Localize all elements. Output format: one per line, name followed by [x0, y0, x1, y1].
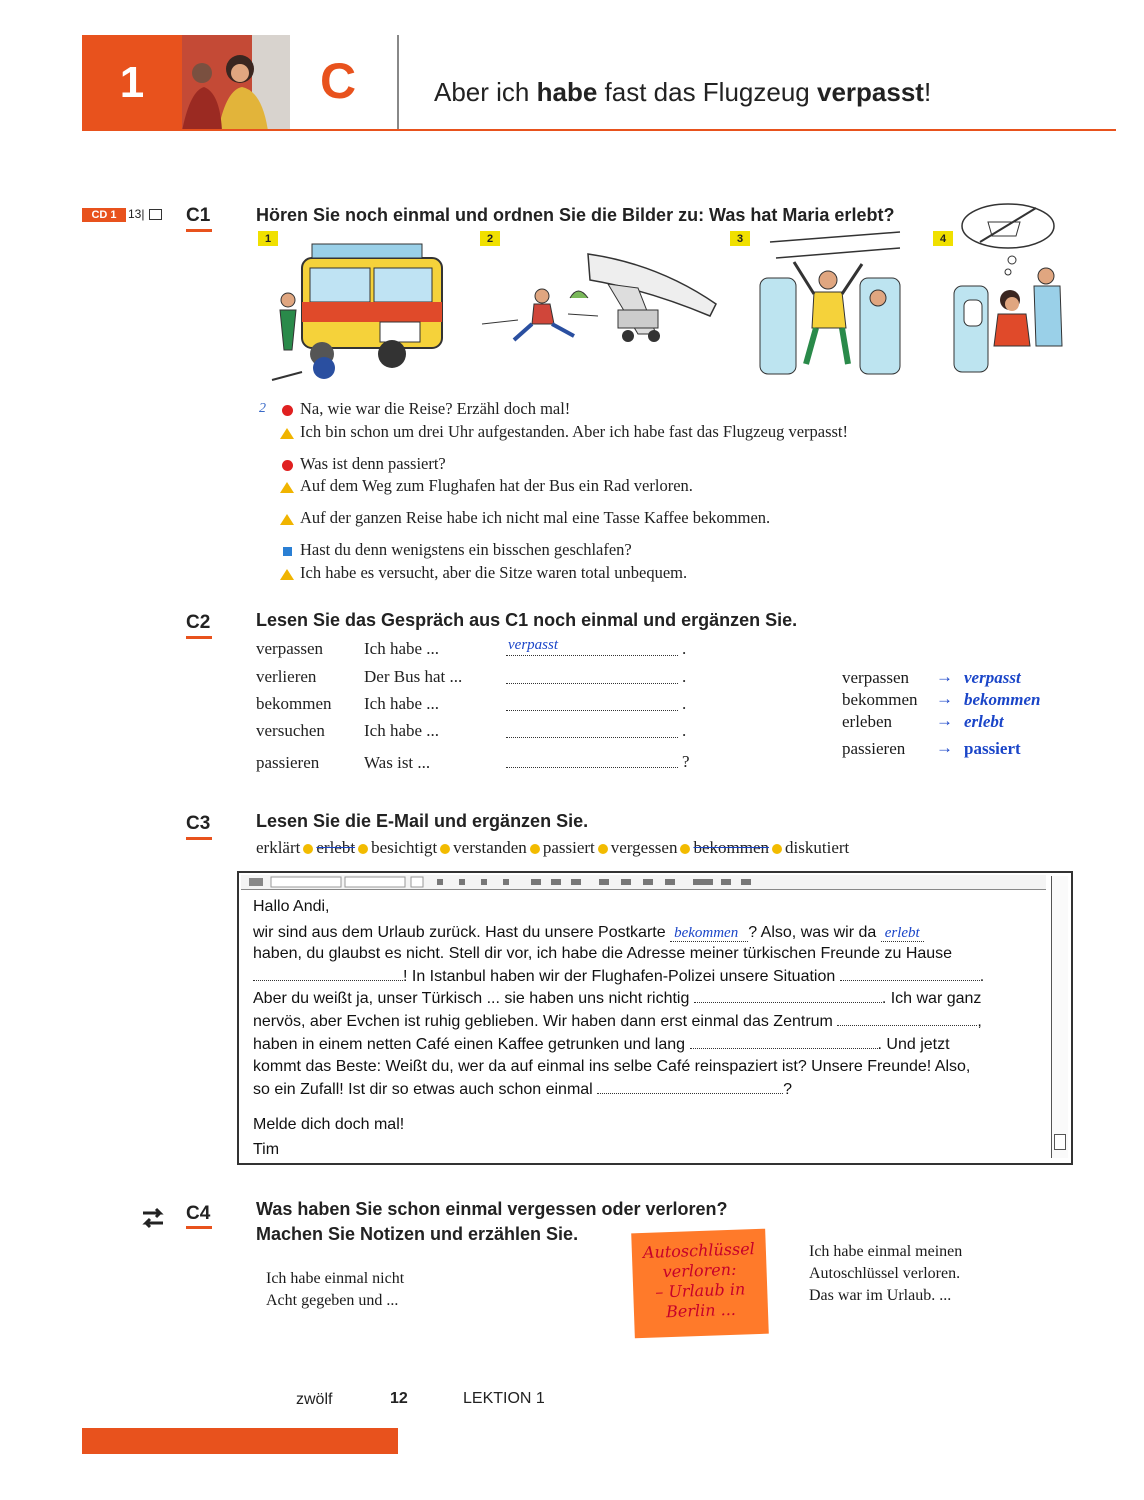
footer-page-number: 12	[390, 1390, 408, 1407]
speaker-b-marker	[280, 514, 294, 525]
coffee-thought-illustration	[950, 196, 1070, 386]
email-blank-4[interactable]	[840, 980, 980, 981]
picture-number-4: 4	[933, 231, 953, 246]
picture-number-3: 3	[730, 231, 750, 246]
note-left-1: verpassen	[842, 668, 910, 687]
dialog-line-7: Ich habe es versucht, aber die Sitze waren total unbequem.	[300, 563, 688, 582]
email-greeting: Hallo Andi,	[253, 898, 330, 915]
dialog-line-5: Auf der ganzen Reise habe ich nicht mal eine Tasse Kaffee bekommen.	[300, 508, 771, 527]
dialog-line-4: Auf dem Weg zum Flughafen hat der Bus ein Rad verloren.	[300, 476, 693, 495]
email-line-6: haben in einem netten Café einen Kaffee getrunken und lang . Und jetzt	[253, 1036, 950, 1053]
speaker-b-marker	[280, 569, 294, 580]
note-right-2: bekommen	[964, 690, 1041, 709]
task-c4-line-1: Was haben Sie schon einmal vergessen oder verloren?	[256, 1199, 728, 1219]
word-bank-dot	[598, 844, 608, 854]
email-line-1: wir sind aus dem Urlaub zurück. Hast du unsere Postkarte bekommen ? Also, was wir da erlebt	[253, 924, 924, 942]
c2-verb-4: versuchen	[256, 721, 325, 740]
speaker-a-marker	[282, 405, 293, 416]
email-scrollbar[interactable]	[1051, 876, 1068, 1158]
word-bank-dot	[358, 844, 368, 854]
note-arrow-1: →	[936, 667, 953, 686]
picture-number-2: 2	[480, 231, 500, 246]
footer-lesson: LEKTION 1	[463, 1390, 545, 1407]
header-photo-illustration	[182, 35, 290, 131]
word-bank-item: passiert	[542, 838, 595, 857]
email-toolbar	[241, 875, 1046, 890]
speech-line: Das war im Urlaub. ...	[809, 1287, 952, 1304]
email-line-3: ! In Istanbul haben wir der Flughafen-Polizei unsere Situation .	[253, 968, 984, 986]
c2-verb-5: passieren	[256, 753, 320, 772]
note-right-3: erlebt	[964, 712, 1004, 731]
dialog-line-6: Hast du denn wenigstens ein bisschen geschlafen?	[300, 540, 632, 559]
speech-line: Ich habe einmal meinen	[809, 1243, 963, 1260]
email-fill-1[interactable]: bekommen	[670, 925, 748, 942]
word-bank-item: erlebt	[316, 838, 356, 857]
email-line-4: Aber du weißt ja, unser Türkisch ... sie haben uns nicht richtig . Ich war ganz	[253, 990, 982, 1007]
email-line-8: so ein Zufall! Ist dir so etwas auch schon einmal ?	[253, 1081, 793, 1098]
word-bank-item: verstanden	[453, 838, 527, 857]
word-bank-dot	[440, 844, 450, 854]
speaker-a-marker	[282, 460, 293, 471]
section-label-c3: C3	[186, 813, 211, 834]
note-right-1: verpasst	[964, 668, 1021, 687]
section-label-c1: C1	[186, 205, 211, 226]
email-blank-6[interactable]	[837, 1025, 977, 1026]
email-blank-5[interactable]	[694, 1002, 882, 1003]
c2-blank-5[interactable]	[506, 767, 678, 768]
picture-number-1: 1	[258, 231, 278, 246]
word-bank-dot	[680, 844, 690, 854]
section-underline-c3	[186, 837, 212, 840]
c2-end-5: ?	[682, 752, 690, 771]
task-c1: Hören Sie noch einmal und ordnen Sie die Bilder zu: Was hat Maria erlebt?	[256, 205, 895, 225]
speech-bubble-left	[266, 1268, 404, 1312]
note-arrow-3: →	[936, 711, 953, 730]
word-bank-item: bekommen	[693, 838, 770, 857]
header-divider	[397, 35, 399, 131]
cd-track: 13|	[128, 207, 145, 221]
footer-bar	[82, 1428, 398, 1454]
word-bank-item: vergessen	[610, 838, 678, 857]
lesson-number: 1	[119, 58, 145, 107]
c2-answer-1[interactable]: verpasst	[508, 637, 558, 653]
c2-end-4: .	[682, 721, 687, 740]
c2-phrase-4: Ich habe ...	[364, 721, 440, 740]
c2-phrase-2: Der Bus hat ...	[364, 667, 463, 686]
dialog-line-2: Ich bin schon um drei Uhr aufgestanden. Aber ich habe fast das Flugzeug verpasst!	[300, 422, 849, 441]
lesson-number-box	[82, 35, 182, 131]
c2-blank-2[interactable]	[506, 683, 678, 684]
email-blank-7[interactable]	[690, 1048, 878, 1049]
note-left-3: erleben	[842, 712, 893, 731]
page-title: Aber ich habe fast das Flugzeug verpasst!	[434, 77, 932, 107]
section-label-c4: C4	[186, 1203, 211, 1224]
email-line-5: nervös, aber Evchen ist ruhig geblieben. Wir haben dann erst einmal das Zentrum ,	[253, 1013, 982, 1030]
word-bank-dot	[303, 844, 313, 854]
dialog-line-1: Na, wie war die Reise? Erzähl doch mal!	[300, 399, 571, 418]
sticky-note	[631, 1229, 769, 1339]
header-rule	[82, 129, 1116, 131]
bus-illustration	[262, 240, 452, 388]
c2-blank-3[interactable]	[506, 710, 678, 711]
note-arrow-4: →	[936, 738, 953, 757]
section-letter: C	[320, 53, 357, 109]
header-photo	[182, 35, 290, 131]
email-closing: Melde dich doch mal!	[253, 1116, 405, 1133]
c2-verb-3: bekommen	[256, 694, 332, 713]
email-fill-2[interactable]: erlebt	[881, 925, 924, 942]
c2-phrase-1: Ich habe ...	[364, 639, 440, 658]
note-left-2: bekommen	[842, 690, 918, 709]
c2-phrase-3: Ich habe ...	[364, 694, 440, 713]
email-line-7: kommt das Beste: Weißt du, wer da auf einmal ins selbe Café reinspaziert ist? Unsere Freunde! Also,	[253, 1058, 971, 1075]
c2-blank-1[interactable]	[506, 655, 678, 656]
email-signature: Tim	[253, 1141, 280, 1158]
c2-end-2: .	[682, 667, 687, 686]
cd-badge: CD 1	[82, 208, 126, 222]
email-blank-3[interactable]	[253, 980, 403, 981]
speaker-c-marker	[283, 547, 292, 556]
toolbar-icons	[241, 875, 1046, 889]
sticky-note-text: Autoschlüssel verloren: – Urlaub in Berlin ...	[642, 1239, 756, 1322]
email-blank-8[interactable]	[597, 1093, 783, 1094]
scrollbar-thumb[interactable]	[1054, 1134, 1066, 1150]
section-underline-c4	[186, 1226, 212, 1229]
speaker-b-marker	[280, 428, 294, 439]
speech-bubble-right	[809, 1241, 962, 1307]
cabin-stretch-illustration	[750, 228, 910, 378]
section-underline-c1	[186, 229, 212, 232]
email-line-2: haben, du glaubst es nicht. Stell dir vor, ich habe die Adresse meiner türkischen Freunde zu Hause	[253, 945, 953, 962]
note-right-4: passiert	[964, 739, 1021, 758]
section-label-c2: C2	[186, 612, 211, 633]
word-bank-dot	[530, 844, 540, 854]
word-bank-item: erklärt	[256, 838, 301, 857]
dialog-line-3: Was ist denn passiert?	[300, 454, 446, 473]
speech-line: Autoschlüssel verloren.	[809, 1265, 961, 1282]
word-bank-item: diskutiert	[785, 838, 850, 857]
airplane-running-illustration	[478, 244, 718, 354]
task-c2: Lesen Sie das Gespräch aus C1 noch einmal und ergänzen Sie.	[256, 610, 798, 630]
footer-page-word: zwölf	[296, 1391, 333, 1408]
note-arrow-2: →	[936, 689, 953, 708]
word-bank-item: besichtigt	[371, 838, 438, 857]
c2-blank-4[interactable]	[506, 737, 678, 738]
speech-line: Ich habe einmal nicht	[266, 1270, 405, 1287]
c2-verb-2: verlieren	[256, 667, 317, 686]
c2-verb-1: verpassen	[256, 639, 324, 658]
word-bank-dot	[772, 844, 782, 854]
audio-icon	[149, 209, 162, 220]
task-c4-line-2: Machen Sie Notizen und erzählen Sie.	[256, 1224, 579, 1244]
section-underline-c2	[186, 636, 212, 639]
partner-work-icon	[140, 1205, 166, 1231]
word-bank	[256, 838, 849, 858]
speech-line: Acht gegeben und ...	[266, 1292, 399, 1309]
c2-end-3: .	[682, 694, 687, 713]
task-c3: Lesen Sie die E-Mail und ergänzen Sie.	[256, 811, 589, 831]
c2-phrase-5: Was ist ...	[364, 753, 431, 772]
note-left-4: passieren	[842, 739, 906, 758]
speaker-b-marker	[280, 482, 294, 493]
c2-end-1: .	[682, 639, 687, 658]
dialog-number: 2	[259, 401, 266, 416]
